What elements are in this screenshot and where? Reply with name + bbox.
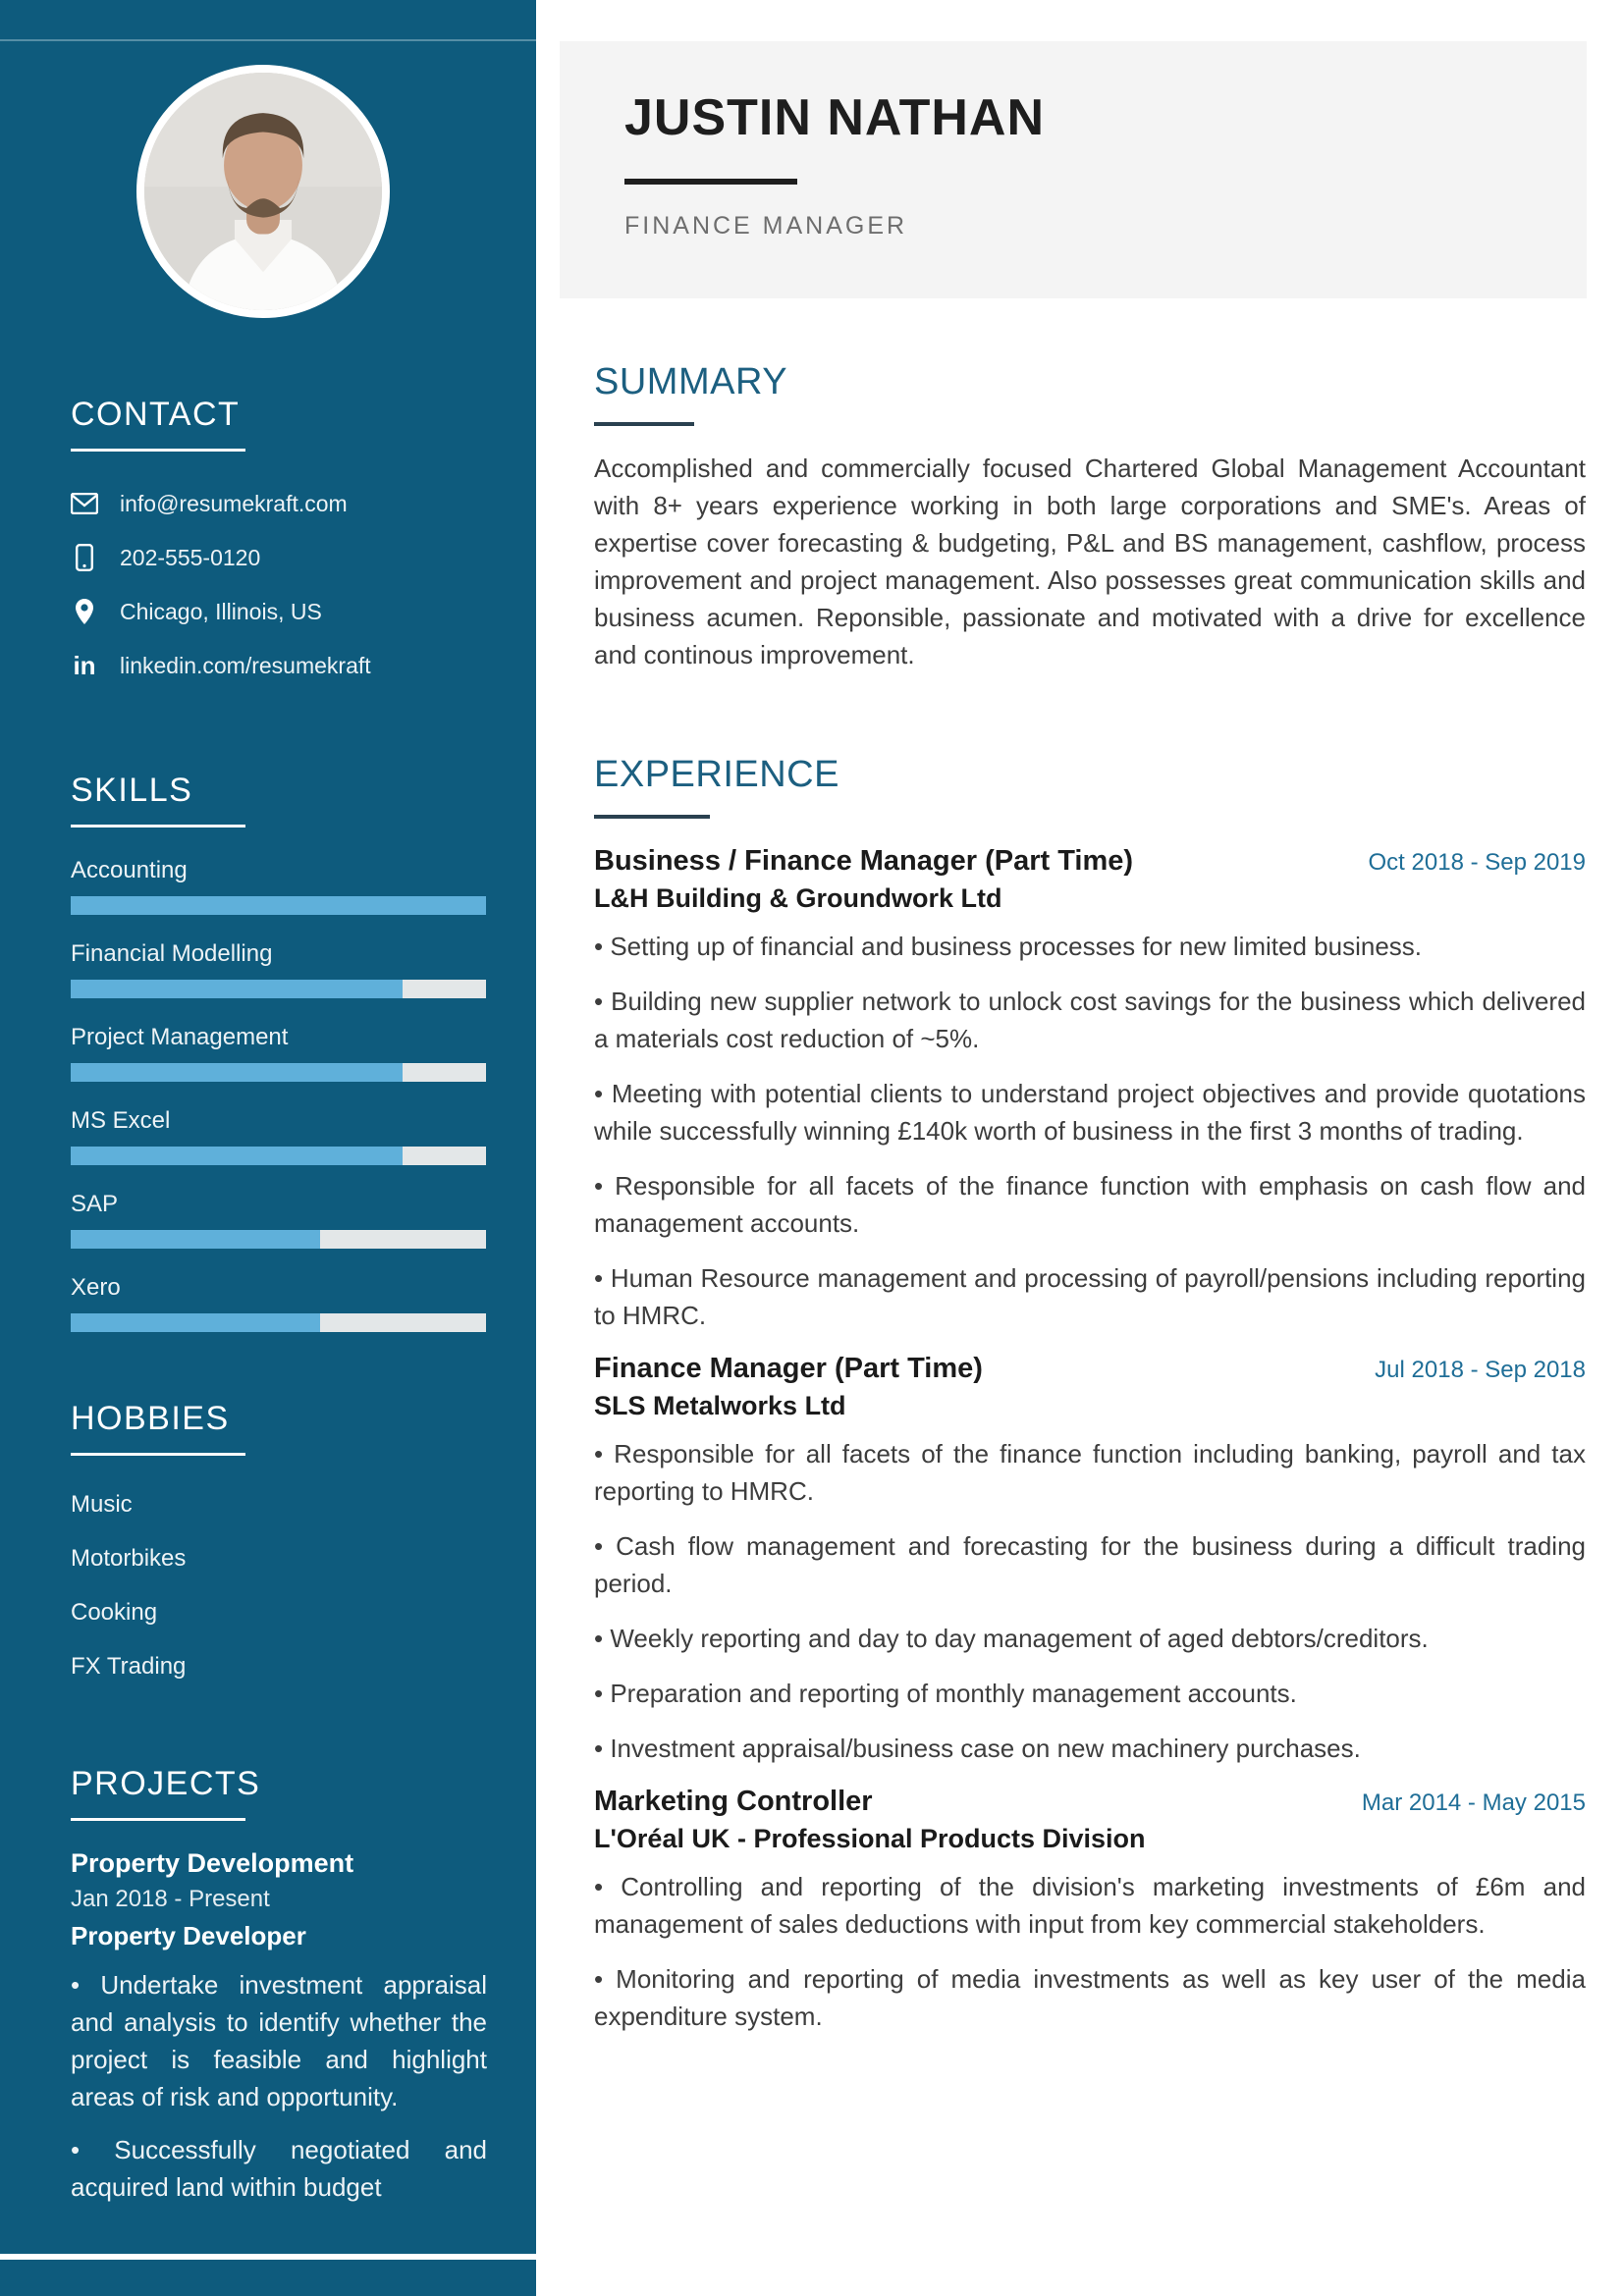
skill-bar xyxy=(71,980,486,998)
contact-list xyxy=(71,489,487,680)
job-company: L&H Building & Groundwork Ltd xyxy=(594,883,1002,913)
profile-photo-illustration xyxy=(144,73,382,310)
experience-underline xyxy=(594,815,710,819)
skill-row xyxy=(71,1274,487,1332)
contact-linkedin[interactable] xyxy=(71,651,487,680)
project-bullet: • Successfully negotiated and acquired land within budget xyxy=(71,2135,487,2202)
skill-bar-fill xyxy=(71,1313,320,1332)
job-bullets xyxy=(594,1435,1586,1767)
hobby-item: FX Trading xyxy=(71,1653,187,1680)
job-title: Finance Manager (Part Time) xyxy=(594,1353,983,1384)
linkedin-icon: in xyxy=(73,651,96,680)
skills-heading: SKILLS xyxy=(71,772,193,809)
skill-bar xyxy=(71,1313,486,1332)
contact-underline xyxy=(71,449,245,452)
contact-location xyxy=(71,597,487,626)
job-bullets xyxy=(594,1868,1586,2035)
skill-label: Project Management xyxy=(71,1024,289,1050)
project-bullet: • Undertake investment appraisal and analysis to identify whether the project is feasible and highlight areas of risk and opportunity. xyxy=(71,1970,487,2111)
job-date: Oct 2018 - Sep 2019 xyxy=(1368,849,1586,876)
job-bullets xyxy=(594,928,1586,1334)
job-bullet: • Weekly reporting and day to day management of aged debtors/creditors. xyxy=(594,1624,1429,1653)
summary-underline xyxy=(594,422,694,426)
job-bullet: • Investment appraisal/business case on new machinery purchases. xyxy=(594,1734,1361,1763)
name-header xyxy=(560,41,1587,298)
location-icon xyxy=(71,598,98,625)
job-title: Marketing Controller xyxy=(594,1786,873,1817)
job-bullet: • Human Resource management and processing of payroll/pensions including reporting to HMRC. xyxy=(594,1263,1586,1330)
job-header xyxy=(594,1352,1586,1385)
job-bullet: • Building new supplier network to unlock cost savings for the business which delivered a materials cost reduction of ~5%. xyxy=(594,987,1586,1053)
projects-heading: PROJECTS xyxy=(71,1765,261,1802)
skill-bar xyxy=(71,1147,486,1165)
contact-heading: CONTACT xyxy=(71,396,241,433)
skill-bar xyxy=(71,1063,486,1082)
job-bullet: • Responsible for all facets of the finance function including banking, payroll and tax reporting to HMRC. xyxy=(594,1439,1586,1506)
skill-label: SAP xyxy=(71,1191,119,1217)
hobby-item: Cooking xyxy=(71,1599,158,1626)
job-bullet: • Preparation and reporting of monthly management accounts. xyxy=(594,1679,1297,1708)
skill-label: Financial Modelling xyxy=(71,940,273,967)
sidebar-top-divider xyxy=(0,39,536,41)
skill-bar-fill xyxy=(71,896,486,915)
contact-email-text: info@resumekraft.com xyxy=(120,490,348,516)
job-title: Business / Finance Manager (Part Time) xyxy=(594,845,1134,877)
skill-bar-fill xyxy=(71,1147,403,1165)
job-bullet: • Cash flow management and forecasting for the business during a difficult trading period. xyxy=(594,1531,1586,1598)
summary-heading: SUMMARY xyxy=(594,361,788,402)
skill-row xyxy=(71,1191,487,1249)
skill-bar-fill xyxy=(71,980,403,998)
skill-row xyxy=(71,1107,487,1165)
contact-email[interactable] xyxy=(71,489,487,518)
job-entry xyxy=(594,1352,1586,1767)
contact-phone-text: 202-555-0120 xyxy=(120,544,261,570)
contact-phone[interactable] xyxy=(71,543,487,572)
hobbies-underline xyxy=(71,1453,245,1456)
job-date: Mar 2014 - May 2015 xyxy=(1361,1789,1586,1816)
profile-photo xyxy=(136,65,390,318)
person-name: JUSTIN NATHAN xyxy=(624,89,1046,146)
skill-bar-fill xyxy=(71,1230,320,1249)
sidebar xyxy=(0,0,536,2254)
hobby-list xyxy=(71,1491,487,1681)
skill-row xyxy=(71,1024,487,1082)
skill-list xyxy=(71,857,487,1332)
skill-label: Accounting xyxy=(71,857,188,883)
projects-section xyxy=(71,1767,487,2206)
hobby-item: Music xyxy=(71,1491,133,1518)
summary-paragraph: Accomplished and commercially focused Chartered Global Management Accountant with 8+ years experience working in both large corporations and SME's. Areas of expertise cover forecasting & budgeting, P&L and BS management, cashflow, process improvement and project management. Also possesses great communication skills and business acumen. Reponsible, passionate and motivated with a drive for excellence and continous improvement. xyxy=(594,454,1586,669)
skill-bar-fill xyxy=(71,1063,403,1082)
hobbies-heading: HOBBIES xyxy=(71,1400,230,1437)
contact-section xyxy=(71,398,487,705)
email-icon xyxy=(71,490,98,517)
job-bullet: • Meeting with potential clients to understand project objectives and provide quotations while successfully winning £140k worth of business in the first 3 months of trading. xyxy=(594,1079,1586,1146)
project-role: Property Developer xyxy=(71,1921,306,1950)
skills-underline xyxy=(71,825,245,828)
name-underline xyxy=(624,179,797,185)
projects-underline xyxy=(71,1818,245,1821)
skill-row xyxy=(71,940,487,998)
project-title: Property Development xyxy=(71,1848,354,1878)
job-bullet: • Setting up of financial and business processes for new limited business. xyxy=(594,932,1423,961)
skills-section xyxy=(71,774,487,1358)
skill-bar xyxy=(71,896,486,915)
job-company: SLS Metalworks Ltd xyxy=(594,1391,846,1420)
contact-location-text: Chicago, Illinois, US xyxy=(120,598,322,624)
job-header xyxy=(594,1785,1586,1818)
project-date: Jan 2018 - Present xyxy=(71,1886,270,1912)
job-bullet: • Controlling and reporting of the division's marketing investments of £6m and management of sales deductions with input from key commercial stakeholders. xyxy=(594,1872,1586,1939)
project-bullets xyxy=(71,1966,487,2206)
person-job-title: FINANCE MANAGER xyxy=(624,212,908,240)
hobby-item: Motorbikes xyxy=(71,1545,187,1572)
job-entry xyxy=(594,844,1586,1334)
job-date: Jul 2018 - Sep 2018 xyxy=(1375,1357,1586,1383)
job-entry xyxy=(594,1785,1586,2035)
job-header xyxy=(594,844,1586,878)
skill-row xyxy=(71,857,487,915)
skill-bar xyxy=(71,1230,486,1249)
main-content xyxy=(594,363,1586,2053)
job-company: L'Oréal UK - Professional Products Division xyxy=(594,1824,1146,1853)
skill-label: MS Excel xyxy=(71,1107,171,1134)
skill-label: Xero xyxy=(71,1274,121,1301)
experience-heading: EXPERIENCE xyxy=(594,754,839,795)
sidebar-footer-strip xyxy=(0,2260,536,2296)
hobbies-section xyxy=(71,1402,487,1707)
phone-icon xyxy=(71,544,98,571)
job-bullet: • Responsible for all facets of the finance function with emphasis on cash flow and management accounts. xyxy=(594,1171,1586,1238)
contact-linkedin-text: linkedin.com/resumekraft xyxy=(120,652,371,678)
job-bullet: • Monitoring and reporting of media investments as well as key user of the media expenditure system. xyxy=(594,1964,1586,2031)
